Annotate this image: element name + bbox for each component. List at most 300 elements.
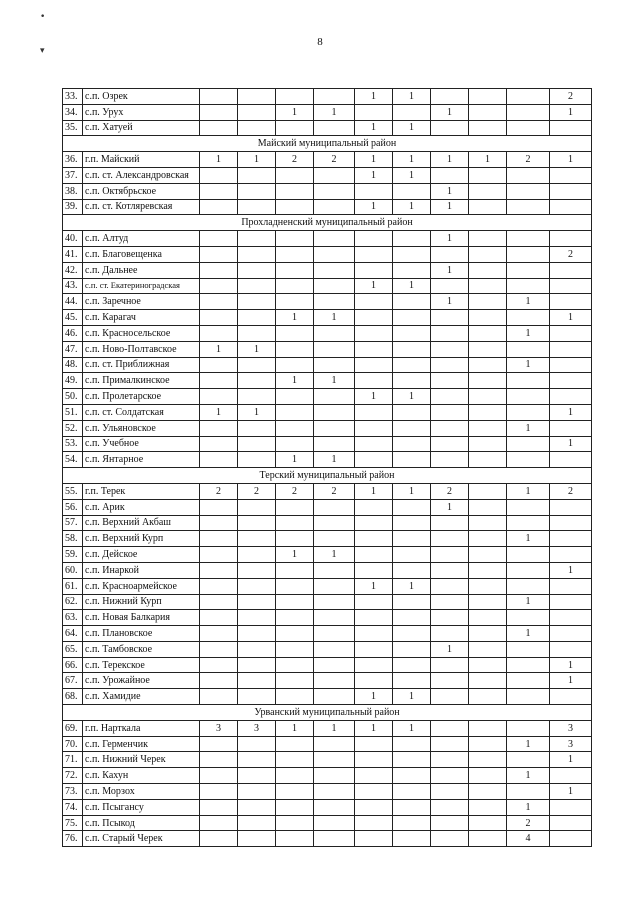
settlement-name: с.п. ст. Котляревская: [83, 199, 200, 215]
value-cell: [469, 768, 507, 784]
value-cell: [238, 420, 276, 436]
value-cell: [355, 626, 393, 642]
row-number: 51.: [63, 404, 83, 420]
value-cell: 1: [276, 310, 314, 326]
value-cell: [469, 483, 507, 499]
row-number: 38.: [63, 183, 83, 199]
section-title: Урванский муниципальный район: [63, 705, 592, 721]
value-cell: [238, 199, 276, 215]
value-cell: 3: [550, 720, 592, 736]
value-cell: 1: [355, 152, 393, 168]
value-cell: [469, 89, 507, 105]
value-cell: 1: [431, 199, 469, 215]
value-cell: [550, 357, 592, 373]
value-cell: [238, 641, 276, 657]
settlement-name: с.п. Янтарное: [83, 452, 200, 468]
value-cell: [355, 594, 393, 610]
value-cell: [200, 262, 238, 278]
value-cell: [276, 784, 314, 800]
value-cell: 1: [276, 720, 314, 736]
value-cell: [393, 436, 431, 452]
value-cell: [355, 357, 393, 373]
value-cell: 1: [550, 752, 592, 768]
value-cell: [393, 404, 431, 420]
value-cell: [200, 831, 238, 847]
settlement-name: с.п. Заречное: [83, 294, 200, 310]
value-cell: [238, 167, 276, 183]
value-cell: [276, 183, 314, 199]
value-cell: 1: [238, 341, 276, 357]
value-cell: 1: [507, 594, 550, 610]
value-cell: [276, 799, 314, 815]
table-row: [63, 452, 592, 468]
value-cell: 1: [431, 294, 469, 310]
value-cell: [550, 499, 592, 515]
value-cell: [200, 389, 238, 405]
settlement-name: с.п. Псыгансу: [83, 799, 200, 815]
value-cell: [355, 341, 393, 357]
value-cell: [276, 278, 314, 294]
table-row: [63, 167, 592, 183]
value-cell: [431, 389, 469, 405]
table-row: [63, 436, 592, 452]
value-cell: [276, 246, 314, 262]
settlement-name: с.п. Морзох: [83, 784, 200, 800]
value-cell: 1: [431, 152, 469, 168]
value-cell: [238, 752, 276, 768]
table-row: [63, 231, 592, 247]
value-cell: [393, 294, 431, 310]
value-cell: [507, 199, 550, 215]
value-cell: 2: [550, 483, 592, 499]
value-cell: [355, 325, 393, 341]
value-cell: [276, 294, 314, 310]
value-cell: [393, 325, 431, 341]
row-number: 40.: [63, 231, 83, 247]
table-row: [63, 373, 592, 389]
settlement-name: с.п. Тамбовское: [83, 641, 200, 657]
value-cell: [276, 120, 314, 136]
table-row: [63, 736, 592, 752]
row-number: 36.: [63, 152, 83, 168]
settlement-name: с.п. Хатуей: [83, 120, 200, 136]
settlement-name: с.п. Прималкинское: [83, 373, 200, 389]
table-row: [63, 626, 592, 642]
table-row: [63, 89, 592, 105]
value-cell: [314, 657, 355, 673]
value-cell: [469, 436, 507, 452]
value-cell: [550, 262, 592, 278]
value-cell: [431, 246, 469, 262]
settlement-name: с.п. Плановское: [83, 626, 200, 642]
value-cell: [276, 167, 314, 183]
value-cell: [238, 262, 276, 278]
table-row: [63, 246, 592, 262]
value-cell: [314, 578, 355, 594]
value-cell: 1: [431, 231, 469, 247]
settlement-name: с.п. Инаркой: [83, 562, 200, 578]
value-cell: 2: [314, 483, 355, 499]
settlement-name: с.п. Красносельское: [83, 325, 200, 341]
value-cell: [200, 689, 238, 705]
value-cell: 3: [200, 720, 238, 736]
value-cell: [393, 657, 431, 673]
value-cell: [431, 89, 469, 105]
value-cell: 1: [507, 799, 550, 815]
value-cell: [507, 246, 550, 262]
settlement-name: с.п. Дальнее: [83, 262, 200, 278]
table-row: [63, 104, 592, 120]
value-cell: [314, 562, 355, 578]
table-row: [63, 720, 592, 736]
value-cell: [469, 499, 507, 515]
table-row: [63, 815, 592, 831]
value-cell: [200, 531, 238, 547]
settlement-name: г.п. Терек: [83, 483, 200, 499]
value-cell: 1: [550, 310, 592, 326]
value-cell: [276, 89, 314, 105]
value-cell: [355, 641, 393, 657]
settlement-name: г.п. Майский: [83, 152, 200, 168]
row-number: 53.: [63, 436, 83, 452]
value-cell: [200, 768, 238, 784]
value-cell: [355, 562, 393, 578]
table-row: [63, 404, 592, 420]
row-number: 65.: [63, 641, 83, 657]
value-cell: [355, 531, 393, 547]
value-cell: 1: [507, 483, 550, 499]
value-cell: [431, 752, 469, 768]
value-cell: [355, 420, 393, 436]
value-cell: [507, 104, 550, 120]
value-cell: 1: [431, 104, 469, 120]
value-cell: [238, 657, 276, 673]
value-cell: [393, 815, 431, 831]
row-number: 52.: [63, 420, 83, 436]
value-cell: [550, 610, 592, 626]
section-header-row: [63, 215, 592, 231]
value-cell: [431, 657, 469, 673]
value-cell: [431, 167, 469, 183]
value-cell: [276, 325, 314, 341]
value-cell: [276, 231, 314, 247]
value-cell: 1: [431, 641, 469, 657]
value-cell: 1: [314, 547, 355, 563]
value-cell: 3: [238, 720, 276, 736]
value-cell: 1: [550, 673, 592, 689]
value-cell: [431, 815, 469, 831]
value-cell: [469, 673, 507, 689]
value-cell: 1: [314, 104, 355, 120]
value-cell: [314, 515, 355, 531]
value-cell: [431, 562, 469, 578]
value-cell: [314, 673, 355, 689]
value-cell: 1: [355, 689, 393, 705]
value-cell: [355, 373, 393, 389]
value-cell: [200, 357, 238, 373]
table-row: [63, 152, 592, 168]
value-cell: [393, 562, 431, 578]
value-cell: [550, 199, 592, 215]
value-cell: [276, 262, 314, 278]
row-number: 64.: [63, 626, 83, 642]
value-cell: [393, 246, 431, 262]
value-cell: [276, 389, 314, 405]
value-cell: [469, 373, 507, 389]
row-number: 63.: [63, 610, 83, 626]
value-cell: [550, 231, 592, 247]
value-cell: [355, 310, 393, 326]
value-cell: [276, 641, 314, 657]
value-cell: [431, 420, 469, 436]
value-cell: [200, 752, 238, 768]
value-cell: [200, 167, 238, 183]
value-cell: 4: [507, 831, 550, 847]
row-number: 50.: [63, 389, 83, 405]
value-cell: [469, 799, 507, 815]
value-cell: [314, 262, 355, 278]
value-cell: [550, 389, 592, 405]
value-cell: [431, 531, 469, 547]
value-cell: [550, 452, 592, 468]
value-cell: [238, 799, 276, 815]
value-cell: [550, 325, 592, 341]
settlements-table: [62, 88, 592, 847]
settlement-name: с.п. Пролетарское: [83, 389, 200, 405]
value-cell: [314, 799, 355, 815]
value-cell: 1: [314, 310, 355, 326]
value-cell: [314, 594, 355, 610]
settlement-name: г.п. Нарткала: [83, 720, 200, 736]
settlement-name: с.п. Хамидие: [83, 689, 200, 705]
value-cell: [431, 404, 469, 420]
table-row: [63, 784, 592, 800]
value-cell: [393, 784, 431, 800]
value-cell: [276, 199, 314, 215]
value-cell: [431, 325, 469, 341]
value-cell: [314, 689, 355, 705]
settlement-name: с.п. Учебное: [83, 436, 200, 452]
value-cell: [276, 499, 314, 515]
value-cell: [393, 310, 431, 326]
value-cell: [469, 389, 507, 405]
value-cell: [276, 515, 314, 531]
value-cell: [200, 231, 238, 247]
value-cell: [314, 357, 355, 373]
value-cell: [314, 815, 355, 831]
value-cell: [507, 231, 550, 247]
value-cell: [550, 167, 592, 183]
value-cell: [431, 120, 469, 136]
value-cell: [314, 246, 355, 262]
value-cell: 1: [276, 547, 314, 563]
value-cell: 1: [355, 278, 393, 294]
row-number: 48.: [63, 357, 83, 373]
value-cell: [431, 594, 469, 610]
value-cell: [200, 736, 238, 752]
value-cell: [238, 120, 276, 136]
value-cell: [355, 515, 393, 531]
value-cell: [276, 689, 314, 705]
value-cell: [238, 815, 276, 831]
value-cell: [276, 626, 314, 642]
settlement-name: с.п. Старый Черек: [83, 831, 200, 847]
value-cell: [431, 736, 469, 752]
settlement-name: с.п. Ульяновское: [83, 420, 200, 436]
row-number: 62.: [63, 594, 83, 610]
value-cell: [200, 420, 238, 436]
value-cell: [200, 104, 238, 120]
value-cell: [238, 594, 276, 610]
value-cell: [314, 389, 355, 405]
table-row: [63, 310, 592, 326]
value-cell: [200, 120, 238, 136]
value-cell: [200, 626, 238, 642]
value-cell: [507, 120, 550, 136]
value-cell: [507, 183, 550, 199]
value-cell: [355, 610, 393, 626]
row-number: 44.: [63, 294, 83, 310]
settlement-name: с.п. Арик: [83, 499, 200, 515]
value-cell: [314, 167, 355, 183]
value-cell: [238, 689, 276, 705]
value-cell: [314, 531, 355, 547]
value-cell: [276, 562, 314, 578]
value-cell: [550, 531, 592, 547]
settlement-name: с.п. ст. Александровская: [83, 167, 200, 183]
value-cell: [276, 736, 314, 752]
value-cell: [550, 183, 592, 199]
value-cell: [431, 831, 469, 847]
value-cell: [276, 341, 314, 357]
value-cell: 2: [550, 89, 592, 105]
value-cell: [355, 404, 393, 420]
value-cell: [393, 262, 431, 278]
row-number: 56.: [63, 499, 83, 515]
value-cell: [238, 246, 276, 262]
value-cell: 1: [314, 452, 355, 468]
value-cell: [550, 294, 592, 310]
value-cell: [314, 404, 355, 420]
value-cell: [469, 815, 507, 831]
value-cell: [200, 89, 238, 105]
value-cell: [431, 768, 469, 784]
settlement-name: с.п. Урух: [83, 104, 200, 120]
value-cell: [355, 799, 393, 815]
value-cell: 1: [393, 167, 431, 183]
settlement-name: с.п. Псыкод: [83, 815, 200, 831]
value-cell: [393, 641, 431, 657]
value-cell: 2: [550, 246, 592, 262]
value-cell: [431, 436, 469, 452]
value-cell: 3: [550, 736, 592, 752]
value-cell: [507, 452, 550, 468]
value-cell: [550, 831, 592, 847]
value-cell: [431, 720, 469, 736]
value-cell: 1: [507, 294, 550, 310]
settlement-name: с.п. Кахун: [83, 768, 200, 784]
value-cell: 1: [431, 262, 469, 278]
value-cell: [507, 310, 550, 326]
value-cell: [200, 499, 238, 515]
row-number: 67.: [63, 673, 83, 689]
value-cell: [469, 736, 507, 752]
value-cell: [507, 610, 550, 626]
table-row: [63, 357, 592, 373]
value-cell: [431, 799, 469, 815]
value-cell: [469, 325, 507, 341]
value-cell: [355, 436, 393, 452]
row-number: 33.: [63, 89, 83, 105]
row-number: 59.: [63, 547, 83, 563]
value-cell: [314, 641, 355, 657]
value-cell: [550, 515, 592, 531]
settlement-name: с.п. Верхний Акбаш: [83, 515, 200, 531]
table-row: [63, 799, 592, 815]
table-row: [63, 768, 592, 784]
value-cell: [507, 404, 550, 420]
value-cell: [550, 373, 592, 389]
value-cell: 2: [200, 483, 238, 499]
value-cell: 2: [314, 152, 355, 168]
value-cell: [238, 310, 276, 326]
value-cell: [431, 278, 469, 294]
value-cell: [469, 310, 507, 326]
value-cell: [314, 341, 355, 357]
value-cell: [393, 341, 431, 357]
value-cell: [469, 404, 507, 420]
settlement-name: с.п. Нижний Курп: [83, 594, 200, 610]
value-cell: [393, 231, 431, 247]
value-cell: [238, 231, 276, 247]
value-cell: [200, 673, 238, 689]
settlement-name: с.п. Верхний Курп: [83, 531, 200, 547]
value-cell: [314, 784, 355, 800]
table-row: [63, 562, 592, 578]
value-cell: [276, 531, 314, 547]
value-cell: [200, 183, 238, 199]
value-cell: [238, 578, 276, 594]
value-cell: [314, 752, 355, 768]
value-cell: [355, 231, 393, 247]
value-cell: [469, 231, 507, 247]
table-row: [63, 120, 592, 136]
table-row: [63, 594, 592, 610]
value-cell: [355, 815, 393, 831]
value-cell: [469, 594, 507, 610]
value-cell: [238, 183, 276, 199]
value-cell: [507, 262, 550, 278]
value-cell: [507, 341, 550, 357]
row-number: 69.: [63, 720, 83, 736]
value-cell: 1: [550, 436, 592, 452]
table-row: [63, 831, 592, 847]
table-row: [63, 689, 592, 705]
value-cell: [314, 231, 355, 247]
value-cell: [200, 610, 238, 626]
value-cell: [393, 547, 431, 563]
row-number: 49.: [63, 373, 83, 389]
value-cell: 1: [276, 373, 314, 389]
table-row: [63, 752, 592, 768]
value-cell: 1: [238, 152, 276, 168]
row-number: 70.: [63, 736, 83, 752]
value-cell: [355, 246, 393, 262]
table-row: [63, 199, 592, 215]
value-cell: 1: [507, 420, 550, 436]
row-number: 55.: [63, 483, 83, 499]
value-cell: 1: [238, 404, 276, 420]
